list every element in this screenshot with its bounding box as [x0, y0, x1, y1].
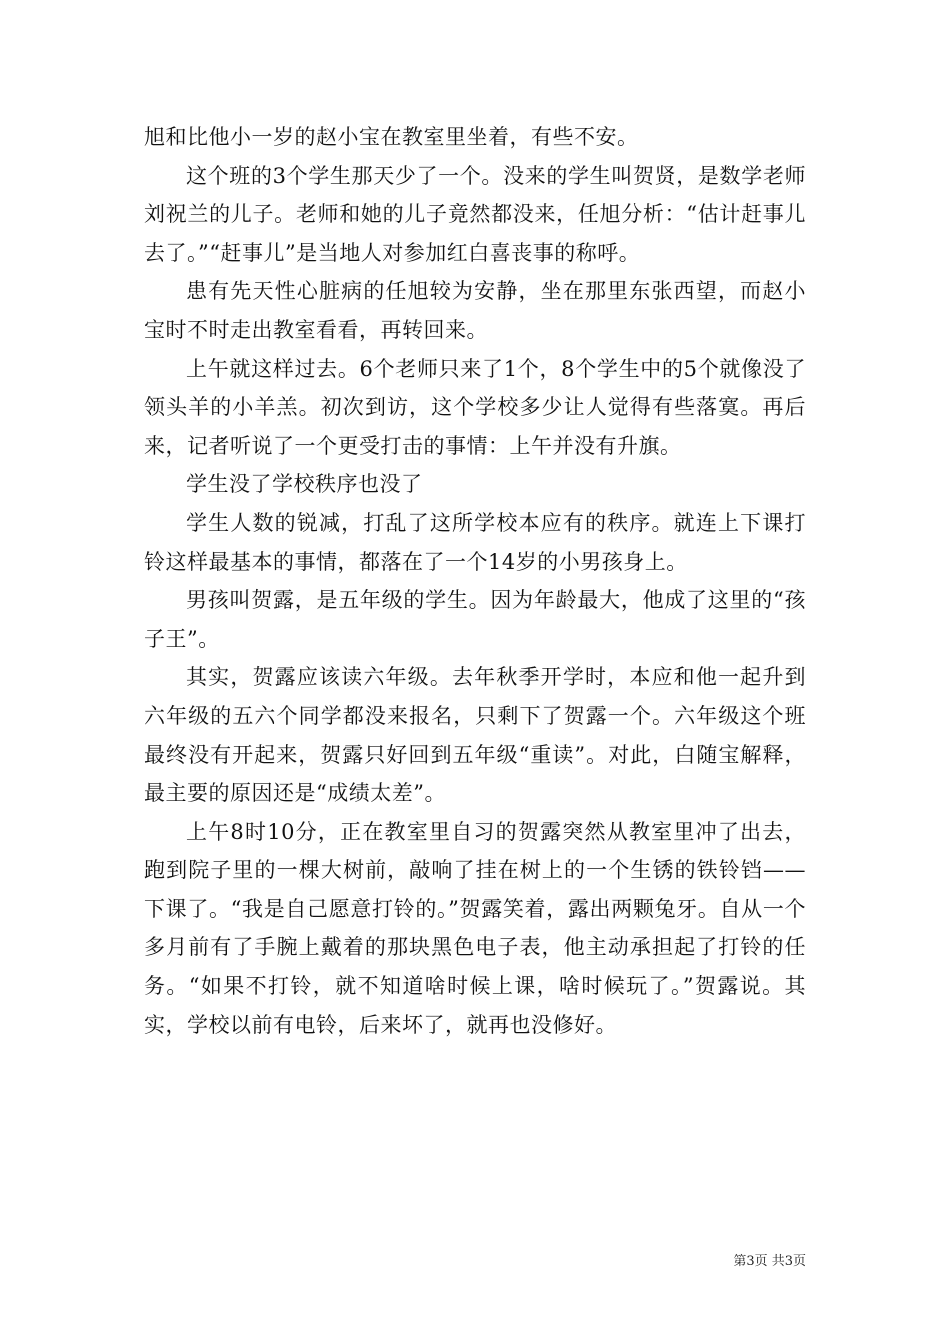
paragraph: 上午就这样过去。6个老师只来了1个，8个学生中的5个就像没了领头羊的小羊羔。初次到访，这个学校多少让人觉得有些落寞。再后来，记者听说了一个更受打击的事情：上午并没有升旗。 — [144, 356, 806, 458]
paragraph: 患有先天性心脏病的任旭较为安静，坐在那里东张西望，而赵小宝时不时走出教室看看，再转回来。 — [144, 279, 806, 342]
paragraph: 这个班的3个学生那天少了一个。没来的学生叫贺贤，是数学老师刘祝兰的儿子。老师和她的儿子竟然都没来，任旭分析：“估计赶事儿去了。”“赶事儿”是当地人对参加红白喜丧事的称呼。 — [144, 163, 806, 265]
paragraph: 学生人数的锐减，打乱了这所学校本应有的秩序。就连上下课打铃这样最基本的事情，都落在了一个14岁的小男孩身上。 — [144, 510, 806, 574]
page-number-footer: 第3页 共3页 — [733, 1254, 806, 1269]
paragraph: 其实，贺露应该读六年级。去年秋季开学时，本应和他一起升到六年级的五六个同学都没来报名，只剩下了贺露一个。六年级这个班最终没有开起来，贺露只好回到五年级“重读”。对此，白随宝解释，最主要的原因还是“成绩太差”。 — [144, 665, 806, 806]
paragraph: 上午8时10分，正在教室里自习的贺露突然从教室里冲了出去，跑到院子里的一棵大树前，敲响了挂在树上的一个生锈的铁铃铛——下课了。“我是自己愿意打铃的。”贺露笑着，露出两颗兔牙。自从一个多月前有了手腕上戴着的那块黑色电子表，他主动承担起了打铃的任务。“如果不打铃，就不知道啥时候上课，啥时候玩了。”贺露说。其实，学校以前有电铃，后来坏了，就再也没修好。 — [144, 819, 806, 1037]
section-subheading: 学生没了学校秩序也没了 — [186, 472, 423, 497]
paragraph-continued: 旭和比他小一岁的赵小宝在教室里坐着，有些不安。 — [144, 125, 639, 149]
paragraph: 男孩叫贺露，是五年级的学生。因为年龄最大，他成了这里的“孩子王”。 — [144, 588, 806, 651]
article-body — [144, 118, 806, 1044]
